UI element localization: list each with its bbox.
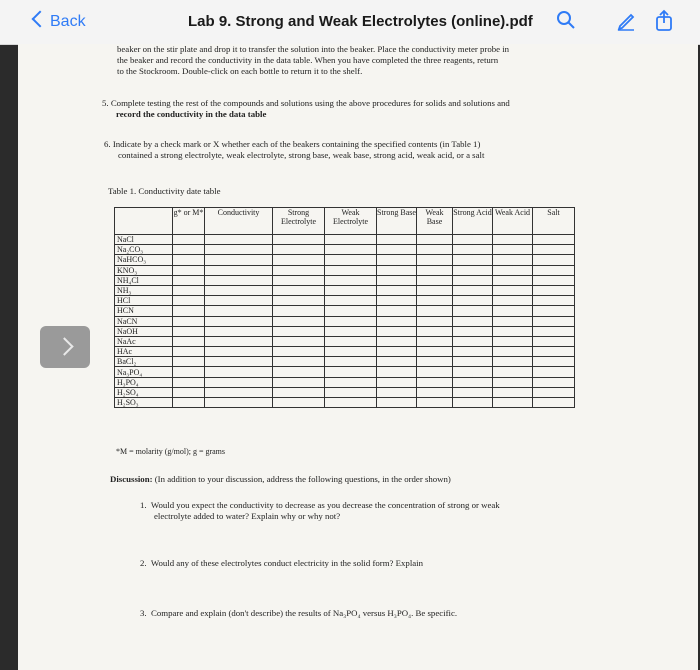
step-text: Indicate by a check mark or X whether each of the beakers containing the specified contents (in Table 1) bbox=[112, 139, 481, 149]
empty-cell bbox=[325, 387, 377, 397]
empty-cell bbox=[173, 296, 205, 306]
compound-cell: NaAc bbox=[115, 336, 173, 346]
back-label: Back bbox=[50, 13, 86, 30]
empty-cell bbox=[205, 235, 273, 245]
empty-cell bbox=[533, 235, 575, 245]
empty-cell bbox=[453, 245, 493, 255]
empty-cell bbox=[173, 367, 205, 377]
empty-cell bbox=[417, 285, 453, 295]
table-row bbox=[115, 377, 575, 387]
table-row bbox=[115, 367, 575, 377]
empty-cell bbox=[533, 316, 575, 326]
empty-cell bbox=[377, 245, 417, 255]
empty-cell bbox=[417, 377, 453, 387]
empty-cell bbox=[273, 347, 325, 357]
back-button[interactable] bbox=[34, 13, 86, 31]
empty-cell bbox=[205, 306, 273, 316]
empty-cell bbox=[417, 296, 453, 306]
compound-cell: HCN bbox=[115, 306, 173, 316]
compound-cell: H₂SO₄ bbox=[115, 387, 173, 397]
empty-cell bbox=[453, 275, 493, 285]
empty-cell bbox=[205, 265, 273, 275]
step-text: contained a strong electrolyte, weak electrolyte, strong base, weak base, strong acid, weak acid, or a salt bbox=[118, 150, 485, 160]
empty-cell bbox=[273, 336, 325, 346]
empty-cell bbox=[493, 265, 533, 275]
empty-cell bbox=[273, 235, 325, 245]
empty-cell bbox=[417, 387, 453, 397]
empty-cell bbox=[205, 367, 273, 377]
empty-cell bbox=[173, 306, 205, 316]
table-row bbox=[115, 357, 575, 367]
empty-cell bbox=[205, 398, 273, 408]
empty-cell bbox=[533, 265, 575, 275]
empty-cell bbox=[173, 285, 205, 295]
empty-cell bbox=[493, 285, 533, 295]
empty-cell bbox=[493, 306, 533, 316]
question-text: Would you expect the conductivity to decrease as you decrease the concentration of strong or weak bbox=[150, 500, 500, 510]
empty-cell bbox=[273, 326, 325, 336]
empty-cell bbox=[453, 387, 493, 397]
step-number: 5. bbox=[102, 98, 109, 108]
step-6 bbox=[104, 139, 484, 161]
empty-cell bbox=[273, 285, 325, 295]
empty-cell bbox=[377, 336, 417, 346]
empty-cell bbox=[493, 326, 533, 336]
empty-cell bbox=[417, 275, 453, 285]
empty-cell bbox=[533, 326, 575, 336]
table-row bbox=[115, 265, 575, 275]
empty-cell bbox=[205, 387, 273, 397]
empty-cell bbox=[533, 357, 575, 367]
header-cell: Weak Electrolyte bbox=[325, 208, 377, 235]
table-row bbox=[115, 285, 575, 295]
empty-cell bbox=[273, 316, 325, 326]
empty-cell bbox=[533, 285, 575, 295]
empty-cell bbox=[173, 326, 205, 336]
question-number: 1. bbox=[140, 500, 147, 510]
header-cell: g* or M* bbox=[173, 208, 205, 235]
empty-cell bbox=[493, 347, 533, 357]
empty-cell bbox=[493, 336, 533, 346]
empty-cell bbox=[453, 326, 493, 336]
empty-cell bbox=[493, 377, 533, 387]
empty-cell bbox=[205, 275, 273, 285]
empty-cell bbox=[173, 357, 205, 367]
empty-cell bbox=[453, 336, 493, 346]
empty-cell bbox=[533, 296, 575, 306]
compound-cell: H₂SO₃ bbox=[115, 398, 173, 408]
empty-cell bbox=[453, 367, 493, 377]
empty-cell bbox=[273, 265, 325, 275]
empty-cell bbox=[533, 275, 575, 285]
table-row bbox=[115, 387, 575, 397]
empty-cell bbox=[325, 347, 377, 357]
empty-cell bbox=[377, 367, 417, 377]
table-caption: Table 1. Conductivity date table bbox=[108, 186, 221, 196]
step-5 bbox=[102, 98, 510, 120]
empty-cell bbox=[205, 285, 273, 295]
pdf-page bbox=[18, 44, 698, 670]
question-1 bbox=[140, 500, 500, 522]
empty-cell bbox=[173, 316, 205, 326]
empty-cell bbox=[273, 377, 325, 387]
compound-cell: NaCl bbox=[115, 235, 173, 245]
empty-cell bbox=[417, 357, 453, 367]
compound-cell: HCl bbox=[115, 296, 173, 306]
empty-cell bbox=[417, 326, 453, 336]
table-row bbox=[115, 398, 575, 408]
table-row bbox=[115, 245, 575, 255]
compound-cell: NaOH bbox=[115, 326, 173, 336]
empty-cell bbox=[453, 357, 493, 367]
empty-cell bbox=[417, 255, 453, 265]
empty-cell bbox=[205, 347, 273, 357]
empty-cell bbox=[273, 255, 325, 265]
question-text: electrolyte added to water? Explain why or why not? bbox=[154, 511, 341, 521]
empty-cell bbox=[377, 377, 417, 387]
empty-cell bbox=[493, 316, 533, 326]
empty-cell bbox=[205, 326, 273, 336]
empty-cell bbox=[453, 255, 493, 265]
table-row bbox=[115, 306, 575, 316]
compound-cell: H₃PO₄ bbox=[115, 377, 173, 387]
header-cell: Strong Electrolyte bbox=[273, 208, 325, 235]
empty-cell bbox=[325, 245, 377, 255]
empty-cell bbox=[453, 398, 493, 408]
empty-cell bbox=[325, 398, 377, 408]
compound-cell: Na₂CO₃ bbox=[115, 245, 173, 255]
empty-cell bbox=[325, 326, 377, 336]
empty-cell bbox=[417, 235, 453, 245]
empty-cell bbox=[205, 316, 273, 326]
empty-cell bbox=[493, 275, 533, 285]
empty-cell bbox=[453, 296, 493, 306]
empty-cell bbox=[173, 336, 205, 346]
compound-cell: NaHCO₃ bbox=[115, 255, 173, 265]
compound-cell: Na₃PO₄ bbox=[115, 367, 173, 377]
empty-cell bbox=[325, 235, 377, 245]
header-cell bbox=[115, 208, 173, 235]
compound-cell: NaCN bbox=[115, 316, 173, 326]
empty-cell bbox=[377, 306, 417, 316]
empty-cell bbox=[493, 296, 533, 306]
empty-cell bbox=[377, 265, 417, 275]
empty-cell bbox=[173, 398, 205, 408]
empty-cell bbox=[533, 377, 575, 387]
empty-cell bbox=[377, 235, 417, 245]
empty-cell bbox=[453, 306, 493, 316]
search-icon[interactable] bbox=[554, 8, 578, 32]
empty-cell bbox=[273, 275, 325, 285]
conductivity-table bbox=[114, 207, 575, 408]
question-3 bbox=[140, 608, 457, 619]
empty-cell bbox=[173, 265, 205, 275]
empty-cell bbox=[377, 326, 417, 336]
empty-cell bbox=[377, 285, 417, 295]
empty-cell bbox=[173, 275, 205, 285]
empty-cell bbox=[533, 336, 575, 346]
empty-cell bbox=[325, 296, 377, 306]
empty-cell bbox=[273, 296, 325, 306]
empty-cell bbox=[377, 296, 417, 306]
empty-cell bbox=[325, 306, 377, 316]
empty-cell bbox=[273, 245, 325, 255]
header-cell: Weak Acid bbox=[493, 208, 533, 235]
table-header-row bbox=[115, 208, 575, 235]
chevron-left-icon bbox=[32, 11, 49, 28]
empty-cell bbox=[417, 245, 453, 255]
empty-cell bbox=[325, 255, 377, 265]
compound-cell: BaCl₂ bbox=[115, 357, 173, 367]
question-text: Compare and explain (don't describe) the results of Na₃PO₄ versus H₃PO₄. Be specific. bbox=[151, 608, 458, 618]
empty-cell bbox=[173, 347, 205, 357]
empty-cell bbox=[453, 347, 493, 357]
chevron-right-icon bbox=[55, 337, 73, 355]
empty-cell bbox=[417, 316, 453, 326]
empty-cell bbox=[377, 316, 417, 326]
empty-cell bbox=[325, 367, 377, 377]
empty-cell bbox=[377, 275, 417, 285]
empty-cell bbox=[205, 245, 273, 255]
header-cell: Conductivity bbox=[205, 208, 273, 235]
empty-cell bbox=[205, 377, 273, 387]
empty-cell bbox=[533, 245, 575, 255]
empty-cell bbox=[205, 255, 273, 265]
empty-cell bbox=[453, 235, 493, 245]
document-title: Lab 9. Strong and Weak Electrolytes (online).pdf bbox=[188, 13, 533, 30]
empty-cell bbox=[273, 398, 325, 408]
table-row bbox=[115, 255, 575, 265]
table-row bbox=[115, 336, 575, 346]
empty-cell bbox=[377, 347, 417, 357]
step-number: 6. bbox=[104, 139, 111, 149]
empty-cell bbox=[173, 377, 205, 387]
intro-line: the beaker and record the conductivity in the data table. When you have completed the three reagents, return bbox=[117, 55, 499, 65]
step-text: Complete testing the rest of the compounds and solutions using the above procedures for solids and solutions and bbox=[110, 98, 510, 108]
empty-cell bbox=[325, 336, 377, 346]
empty-cell bbox=[493, 245, 533, 255]
compound-cell: HAc bbox=[115, 347, 173, 357]
empty-cell bbox=[173, 387, 205, 397]
empty-cell bbox=[377, 398, 417, 408]
empty-cell bbox=[173, 235, 205, 245]
empty-cell bbox=[533, 387, 575, 397]
compound-cell: KNO₃ bbox=[115, 265, 173, 275]
compound-cell: NH₄Cl bbox=[115, 275, 173, 285]
empty-cell bbox=[273, 367, 325, 377]
empty-cell bbox=[273, 357, 325, 367]
markup-pen-icon[interactable] bbox=[614, 8, 638, 32]
next-page-button[interactable] bbox=[40, 326, 90, 368]
empty-cell bbox=[273, 306, 325, 316]
empty-cell bbox=[325, 265, 377, 275]
empty-cell bbox=[493, 235, 533, 245]
empty-cell bbox=[453, 377, 493, 387]
empty-cell bbox=[453, 316, 493, 326]
empty-cell bbox=[173, 255, 205, 265]
empty-cell bbox=[205, 357, 273, 367]
empty-cell bbox=[417, 367, 453, 377]
empty-cell bbox=[325, 377, 377, 387]
question-text: Would any of these electrolytes conduct electricity in the solid form? Explain bbox=[150, 558, 424, 568]
table-row bbox=[115, 316, 575, 326]
question-number: 2. bbox=[140, 558, 147, 568]
table-footnote: *M = molarity (g/mol); g = grams bbox=[116, 447, 226, 456]
empty-cell bbox=[325, 316, 377, 326]
empty-cell bbox=[493, 398, 533, 408]
empty-cell bbox=[533, 255, 575, 265]
empty-cell bbox=[325, 357, 377, 367]
discussion bbox=[110, 474, 451, 485]
top-toolbar bbox=[0, 0, 700, 45]
empty-cell bbox=[533, 398, 575, 408]
table-row bbox=[115, 275, 575, 285]
empty-cell bbox=[417, 336, 453, 346]
table-row bbox=[115, 326, 575, 336]
empty-cell bbox=[325, 285, 377, 295]
discussion-label: Discussion: bbox=[110, 474, 153, 484]
empty-cell bbox=[533, 306, 575, 316]
empty-cell bbox=[205, 296, 273, 306]
empty-cell bbox=[453, 285, 493, 295]
header-cell: Strong Acid bbox=[453, 208, 493, 235]
empty-cell bbox=[533, 347, 575, 357]
empty-cell bbox=[377, 357, 417, 367]
empty-cell bbox=[273, 387, 325, 397]
header-cell: Weak Base bbox=[417, 208, 453, 235]
intro-paragraph bbox=[117, 44, 509, 77]
empty-cell bbox=[533, 367, 575, 377]
table-row bbox=[115, 296, 575, 306]
empty-cell bbox=[377, 255, 417, 265]
empty-cell bbox=[205, 336, 273, 346]
empty-cell bbox=[417, 398, 453, 408]
empty-cell bbox=[173, 245, 205, 255]
empty-cell bbox=[377, 387, 417, 397]
question-2 bbox=[140, 558, 423, 569]
empty-cell bbox=[493, 255, 533, 265]
empty-cell bbox=[417, 306, 453, 316]
table-row bbox=[115, 235, 575, 245]
empty-cell bbox=[325, 275, 377, 285]
discussion-text: (In addition to your discussion, address the following questions, in the order shown) bbox=[154, 474, 451, 484]
intro-line: to the Stockroom. Double-click on each bottle to return it to the shelf. bbox=[117, 66, 363, 76]
compound-cell: NH₃ bbox=[115, 285, 173, 295]
step-text-bold: record the conductivity in the data table bbox=[116, 109, 267, 119]
intro-line: beaker on the stir plate and drop it to transfer the solution into the beaker. Place the conductivity meter probe in bbox=[117, 44, 510, 54]
table-row bbox=[115, 347, 575, 357]
header-cell: Salt bbox=[533, 208, 575, 235]
empty-cell bbox=[493, 357, 533, 367]
share-icon[interactable] bbox=[652, 8, 676, 32]
empty-cell bbox=[493, 367, 533, 377]
header-cell: Strong Base bbox=[377, 208, 417, 235]
question-number: 3. bbox=[140, 608, 147, 618]
empty-cell bbox=[417, 265, 453, 275]
empty-cell bbox=[493, 387, 533, 397]
empty-cell bbox=[417, 347, 453, 357]
empty-cell bbox=[453, 265, 493, 275]
